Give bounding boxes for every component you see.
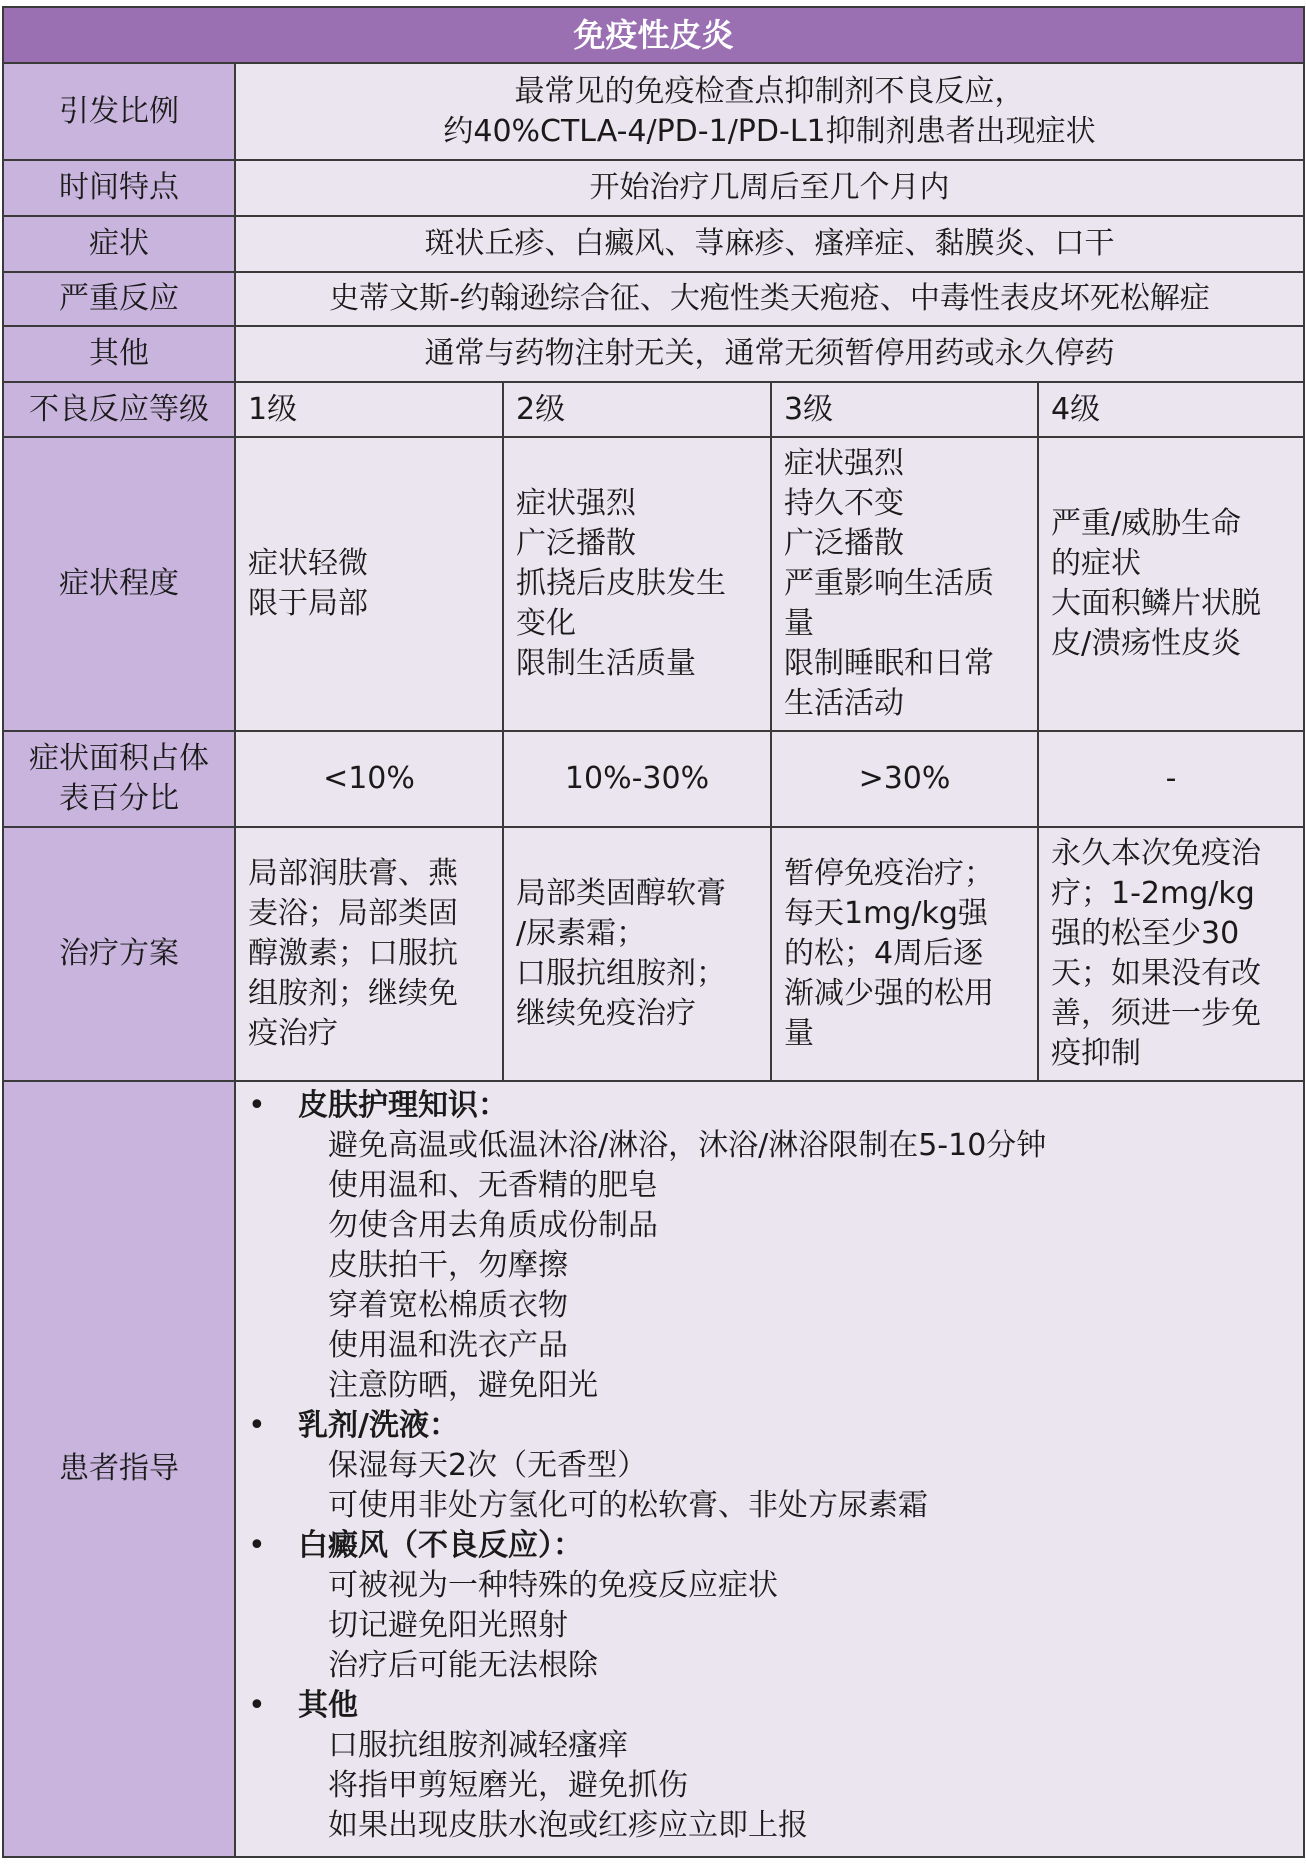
guidance-item: 避免高温或低温沐浴/淋浴，沐浴/淋浴限制在5-10分钟 <box>328 1128 1047 1163</box>
row-grades <box>3 382 1304 437</box>
guidance-section-heading <box>248 1406 1291 1446</box>
row-other <box>3 326 1304 382</box>
guidance-item: 皮肤拍干，勿摩擦 <box>328 1248 568 1283</box>
severity-cell: 严重/威胁生命 的症状 大面积鳞片状脱 皮/溃疡性皮炎 <box>1038 437 1304 731</box>
row-value: 开始治疗几周后至几个月内 <box>235 160 1304 216</box>
row-incidence <box>3 63 1304 160</box>
section-heading-text: 乳剂/洗液： <box>298 1408 459 1443</box>
row-severe <box>3 272 1304 326</box>
treatment-cell: 暂停免疫治疗； 每天1mg/kg强 的松；4周后逐 渐减少强的松用 量 <box>771 827 1038 1081</box>
guidance-item: 注意防晒，避免阳光 <box>328 1368 598 1403</box>
guidance-item: 勿使含用去角质成份制品 <box>328 1208 658 1243</box>
guidance-list <box>235 1081 1304 1857</box>
section-heading-text: 白癜风（不良反应）： <box>298 1528 583 1563</box>
guidance-item: 如果出现皮肤水泡或红疹应立即上报 <box>328 1808 808 1843</box>
grade-cell: 2级 <box>503 382 771 437</box>
guidance-item: 可使用非处方氢化可的松软膏、非处方尿素霜 <box>328 1488 928 1523</box>
row-area <box>3 731 1304 827</box>
area-cell: >30% <box>771 731 1038 827</box>
grade-cell: 3级 <box>771 382 1038 437</box>
area-cell: <10% <box>235 731 503 827</box>
row-label: 症状程度 <box>3 437 235 731</box>
guidance-item: 穿着宽松棉质衣物 <box>328 1288 568 1323</box>
guidance-item: 可被视为一种特殊的免疫反应症状 <box>328 1568 778 1603</box>
severity-cell: 症状强烈 广泛播散 抓挠后皮肤发生 变化 限制生活质量 <box>503 437 771 731</box>
row-severity <box>3 437 1304 731</box>
row-label: 严重反应 <box>3 272 235 326</box>
grade-cell: 1级 <box>235 382 503 437</box>
row-label: 时间特点 <box>3 160 235 216</box>
section-heading-text: 其他 <box>298 1688 358 1723</box>
severity-cell: 症状轻微 限于局部 <box>235 437 503 731</box>
treatment-cell: 永久本次免疫治 疗；1-2mg/kg 强的松至少30 天；如果没有改 善，须进一步免 疫抑制 <box>1038 827 1304 1081</box>
guidance-item: 使用温和洗衣产品 <box>328 1328 568 1363</box>
immune-dermatitis-table <box>2 6 1305 1858</box>
guidance-item: 使用温和、无香精的肥皂 <box>328 1168 658 1203</box>
row-value: 最常见的免疫检查点抑制剂不良反应， 约40%CTLA-4/PD-1/PD-L1抑制剂患者出现症状 <box>235 63 1304 160</box>
treatment-cell: 局部类固醇软膏 /尿素霜； 口服抗组胺剂； 继续免疫治疗 <box>503 827 771 1081</box>
row-value: 斑状丘疹、白癜风、荨麻疹、瘙痒症、黏膜炎、口干 <box>235 216 1304 272</box>
bullet-icon: • <box>248 1528 266 1563</box>
guidance-item: 将指甲剪短磨光，避免抓伤 <box>328 1768 688 1803</box>
section-heading-text: 皮肤护理知识： <box>298 1088 508 1123</box>
bullet-icon: • <box>248 1088 266 1123</box>
guidance-section-heading <box>248 1526 1291 1566</box>
area-cell: - <box>1038 731 1304 827</box>
treatment-cell: 局部润肤膏、燕 麦浴；局部类固 醇激素；口服抗 组胺剂；继续免 疫治疗 <box>235 827 503 1081</box>
row-label: 患者指导 <box>3 1081 235 1857</box>
guidance-item: 保湿每天2次（无香型） <box>328 1448 648 1483</box>
row-label: 症状 <box>3 216 235 272</box>
row-value: 史蒂文斯-约翰逊综合征、大疱性类天疱疮、中毒性表皮坏死松解症 <box>235 272 1304 326</box>
guidance-item: 切记避免阳光照射 <box>328 1608 568 1643</box>
severity-cell: 症状强烈 持久不变 广泛播散 严重影响生活质 量 限制睡眠和日常 生活活动 <box>771 437 1038 731</box>
bullet-icon: • <box>248 1408 266 1443</box>
guidance-item: 治疗后可能无法根除 <box>328 1648 598 1683</box>
guidance-section-heading <box>248 1686 1291 1726</box>
row-timing <box>3 160 1304 216</box>
area-cell: 10%-30% <box>503 731 771 827</box>
grade-cell: 4级 <box>1038 382 1304 437</box>
row-guidance <box>3 1081 1304 1857</box>
row-treatment <box>3 827 1304 1081</box>
guidance-item: 口服抗组胺剂减轻瘙痒 <box>328 1728 628 1763</box>
bullet-icon: • <box>248 1688 266 1723</box>
guidance-section-heading <box>248 1086 1291 1126</box>
row-symptoms <box>3 216 1304 272</box>
row-label: 治疗方案 <box>3 827 235 1081</box>
row-label: 不良反应等级 <box>3 382 235 437</box>
row-value: 通常与药物注射无关，通常无须暂停用药或永久停药 <box>235 326 1304 382</box>
row-label: 症状面积占体 表百分比 <box>3 731 235 827</box>
table-title: 免疫性皮炎 <box>3 7 1304 63</box>
row-label: 引发比例 <box>3 63 235 160</box>
row-label: 其他 <box>3 326 235 382</box>
